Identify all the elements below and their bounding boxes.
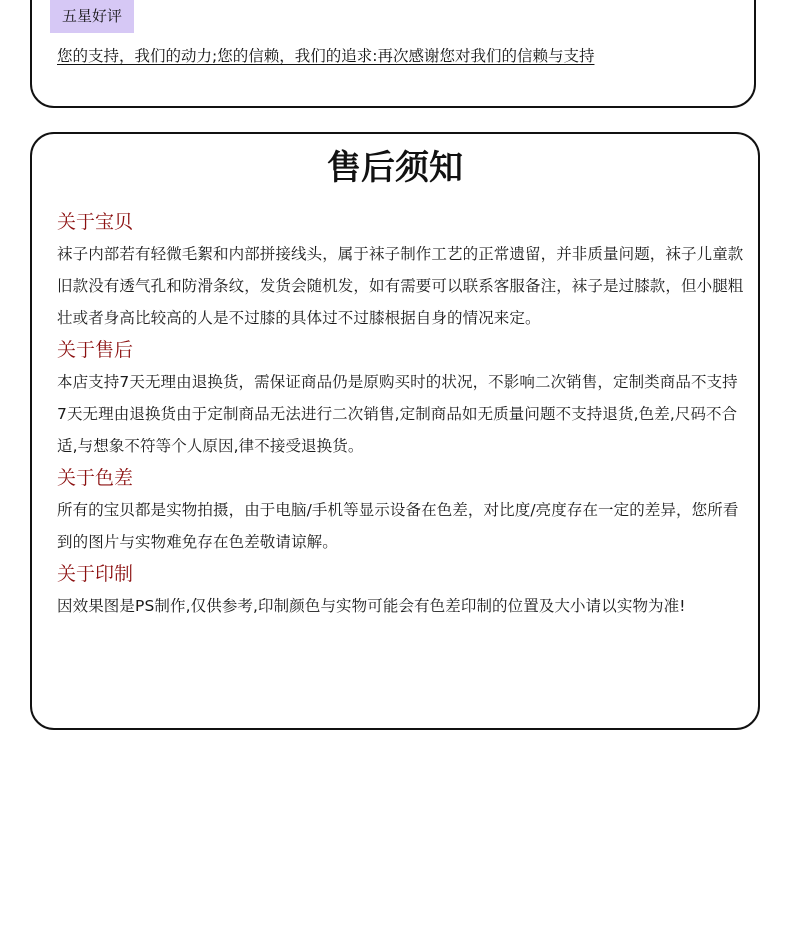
section-heading: 关于色差 [57,467,134,489]
section-heading: 关于售后 [57,339,134,361]
section-about-color-difference [57,462,747,558]
section-heading: 关于印制 [57,563,134,585]
page-title: 售后须知 [327,148,463,188]
section-body: 因效果图是PS制作,仅供参考,印制颜色与实物可能会有色差印制的位置及大小请以实物为准! [57,597,686,615]
thanks-message: 您的支持，我们的动力;您的信赖，我们的追求:再次感谢您对我们的信赖与支持 [57,47,595,65]
section-body: 本店支持7天无理由退换货，需保证商品仍是原购买时的状况，不影响二次销售，定制类商品不支持7天无理由退换货由于定制商品无法进行二次销售,定制商品如无质量问题不支持退货,色差,尺码不合适,与想象不符等个人原因,律不接受退换货。 [57,373,738,455]
section-body: 所有的宝贝都是实物拍摄，由于电脑/手机等显示设备在色差，对比度/亮度存在一定的差异，您所看到的图片与实物难免存在色差敬请谅解。 [57,501,739,551]
notice-sections [57,206,747,622]
section-body: 袜子内部若有轻微毛絮和内部拼接线头，属于袜子制作工艺的正常遗留，并非质量问题，袜子儿童款旧款没有透气孔和防滑条纹，发货会随机发，如有需要可以联系客服备注，袜子是过膝款，但小腿粗壮或者身高比较高的人是不过膝的具体过不过膝根据自身的情况来定。 [57,245,744,327]
section-about-product [57,206,747,334]
section-heading: 关于宝贝 [57,211,134,233]
section-about-after-sales [57,334,747,462]
section-about-printing [57,558,747,622]
five-star-review-badge[interactable]: 五星好评 [50,0,134,33]
